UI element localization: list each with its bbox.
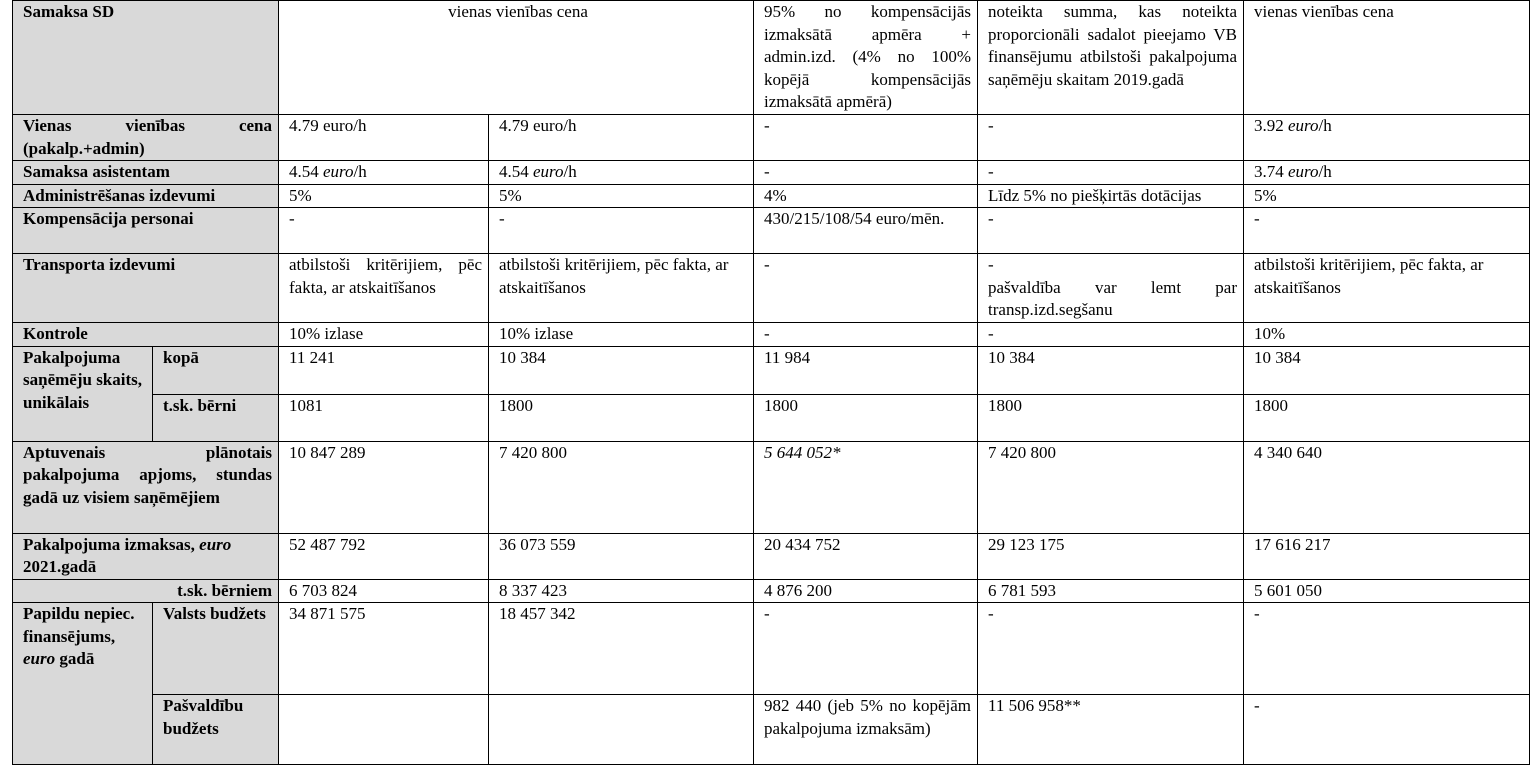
cell: 29 123 175 [978,533,1244,579]
row-assistant-pay [13,161,1530,185]
cell: 4.79 euro/h [279,115,489,161]
cell: 5 601 050 [1244,579,1530,603]
cell: 95% no kompensācijās izmaksātā apmēra + admin.izd. (4% no 100% kopējā kompensācijās izmaksātā apmērā) [754,1,978,115]
cell: 11 984 [754,346,978,394]
cell: - [754,115,978,161]
row-label: Administrēšanas izdevumi [13,184,279,208]
cell: 5% [279,184,489,208]
row-label: Aptuvenais plānotais pakalpojuma apjoms, stundas gadā uz visiem saņēmējiem [13,441,279,533]
cell: vienas vienības cena [1244,1,1530,115]
cell: 4 340 640 [1244,441,1530,533]
cell: 10 384 [1244,346,1530,394]
cell: - [1244,603,1530,695]
row-unit-price [13,115,1530,161]
sub-label: kopā [153,346,279,394]
cell: 1800 [754,394,978,441]
cell: 6 703 824 [279,579,489,603]
cell: - [489,208,754,254]
cell: 10 847 289 [279,441,489,533]
cell: 4.54 euro/h [279,161,489,185]
cell: 1081 [279,394,489,441]
row-control [13,323,1530,347]
row-label: Pakalpojuma saņēmēju skaits, unikālais [13,346,153,441]
cell: 11 506 958** [978,695,1244,765]
cell: atbilstoši kritērijiem, pēc fakta, ar atskaitīšanos [279,254,489,323]
row-payment-sd [13,1,1530,115]
row-label: Kompensācija personai [13,208,279,254]
cell: 18 457 342 [489,603,754,695]
cell: noteikta summa, kas noteikta proporcionāli sadalot pieejamo VB finansējumu atbilstoši pakalpojuma saņēmēju skaitam 2019.gadā [978,1,1244,115]
cell: - [1244,208,1530,254]
funding-comparison-table [12,0,1530,765]
cell: 3.74 euro/h [1244,161,1530,185]
cell: 5 644 052* [754,441,978,533]
cell: 4.79 euro/h [489,115,754,161]
cell: 4% [754,184,978,208]
cell: - [978,603,1244,695]
cell: 10 384 [978,346,1244,394]
cell: 6 781 593 [978,579,1244,603]
cell: 17 616 217 [1244,533,1530,579]
row-costs-children [13,579,1530,603]
row-label: Pakalpojuma izmaksas, euro 2021.gadā [13,533,279,579]
cell: - [978,161,1244,185]
cell: - [978,323,1244,347]
sub-label: t.sk. bērni [153,394,279,441]
cell: - [279,208,489,254]
cell: - [754,161,978,185]
cell: 7 420 800 [978,441,1244,533]
sub-label: Pašvaldību budžets [153,695,279,765]
row-service-volume [13,441,1530,533]
cell: 10 384 [489,346,754,394]
cell: - [754,603,978,695]
row-label: Samaksa SD [13,1,279,115]
row-label: t.sk. bērniem [13,579,279,603]
row-service-costs [13,533,1530,579]
row-admin-costs [13,184,1530,208]
sub-label: Valsts budžets [153,603,279,695]
cell: atbilstoši kritērijiem, pēc fakta, ar atskaitīšanos [1244,254,1530,323]
row-extra-municipal [13,695,1530,765]
cell: 4.54 euro/h [489,161,754,185]
cell: vienas vienības cena [279,1,754,115]
cell: 10% izlase [489,323,754,347]
cell: 20 434 752 [754,533,978,579]
cell: 52 487 792 [279,533,489,579]
row-extra-state [13,603,1530,695]
cell: 8 337 423 [489,579,754,603]
row-label: Papildu nepiec. finansējums, euro gadā [13,603,153,765]
cell: 1800 [489,394,754,441]
row-compensation [13,208,1530,254]
cell: 5% [1244,184,1530,208]
cell: 10% izlase [279,323,489,347]
cell: 36 073 559 [489,533,754,579]
row-label: Vienas vienības cena (pakalp.+admin) [13,115,279,161]
row-recipients-children [13,394,1530,441]
cell: - [754,254,978,323]
cell: atbilstoši kritērijiem, pēc fakta, ar atskaitīšanos [489,254,754,323]
cell: 1800 [1244,394,1530,441]
cell: - [978,115,1244,161]
row-label: Samaksa asistentam [13,161,279,185]
cell: 34 871 575 [279,603,489,695]
cell: - [754,323,978,347]
cell: Līdz 5% no piešķirtās dotācijas [978,184,1244,208]
cell: 982 440 (jeb 5% no kopējām pakalpojuma izmaksām) [754,695,978,765]
cell [489,695,754,765]
row-label: Transporta izdevumi [13,254,279,323]
cell: 1800 [978,394,1244,441]
row-transport [13,254,1530,323]
cell: 10% [1244,323,1530,347]
cell: - [978,208,1244,254]
cell: - pašvaldība var lemt par transp.izd.segšanu [978,254,1244,323]
cell: 4 876 200 [754,579,978,603]
cell: 11 241 [279,346,489,394]
row-label: Kontrole [13,323,279,347]
cell [279,695,489,765]
cell: 5% [489,184,754,208]
cell: 7 420 800 [489,441,754,533]
row-recipients-total [13,346,1530,394]
cell: 3.92 euro/h [1244,115,1530,161]
cell: 430/215/108/54 euro/mēn. [754,208,978,254]
cell: - [1244,695,1530,765]
